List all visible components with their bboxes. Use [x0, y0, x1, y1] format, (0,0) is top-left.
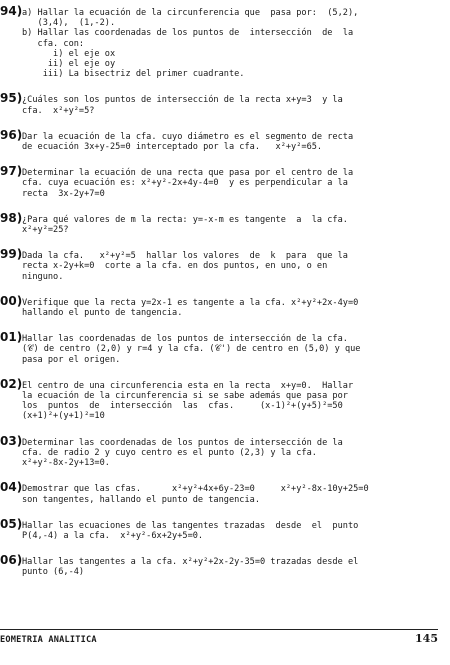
problem-number: 04): [0, 480, 23, 495]
problem-text: [22, 334, 438, 365]
problem-number: 95): [0, 91, 23, 106]
problem-line: recta 3x-2y+7=0: [22, 188, 105, 199]
problem-line: Demostrar que las cfas. x²+y²+4x+6y-23=0 x²+y²-8x-10y+25=0: [22, 484, 369, 495]
problem-number: 98): [0, 210, 23, 225]
problem-text: [22, 484, 438, 504]
problem-line: Dar la ecuación de la cfa. cuyo diámetro es el segmento de recta: [22, 131, 354, 142]
problem-line: ¿Para qué valores de m la recta: y=-x-m es tangente a la cfa.: [22, 214, 348, 225]
problem-line: punto (6,-4): [22, 567, 85, 578]
problem-line: ninguno.: [22, 271, 64, 282]
problem-item: [0, 553, 450, 578]
problem-item: [0, 480, 450, 505]
problem-line: cfa. cuya ecuación es: x²+y²-2x+4y-4=0 y es perpendicular a la: [22, 178, 348, 189]
problem-line: Dada la cfa. x²+y²=5 hallar los valores de k para que la: [22, 251, 348, 262]
problem-text: [22, 95, 438, 115]
problem-item: [0, 516, 450, 541]
problem-item: [0, 4, 450, 80]
problem-line: i) el eje ox: [22, 48, 116, 59]
problem-line: Verifique que la recta y=2x-1 es tangente a la cfa. x²+y²+2x-4y=0: [22, 297, 359, 308]
problem-line: b) Hallar las coordenadas de los puntos de intersección de la: [22, 28, 354, 39]
problem-item: [0, 293, 450, 319]
problem-number: 03): [0, 433, 23, 448]
problem-number: 06): [0, 553, 23, 568]
problem-number: 97): [0, 164, 23, 179]
problem-line: a) Hallar la ecuación de la circunferencia que pasa por: (5,2),: [22, 8, 359, 18]
problem-text: [22, 168, 438, 199]
problem-text: [22, 8, 438, 79]
problem-number: 94): [0, 4, 23, 18]
problem-number: 02): [0, 376, 23, 391]
problem-number: 99): [0, 247, 23, 262]
problem-list: [0, 4, 450, 594]
problem-line: El centro de una circunferencia esta en la recta x+y=0. Hallar: [22, 380, 354, 391]
problem-number: 01): [0, 330, 23, 345]
problem-item: [0, 376, 450, 422]
problem-line: hallando el punto de tangencia.: [22, 308, 183, 319]
problem-number: 00): [0, 293, 23, 308]
problem-line: son tangentes, hallando el punto de tangencia.: [22, 494, 260, 505]
problem-line: Hallar las coordenadas de los puntos de intersección de la cfa.: [22, 334, 348, 345]
problem-line: Hallar las tangentes a la cfa. x²+y²+2x-2y-35=0 trazadas desde el: [22, 557, 359, 568]
problem-line: de ecuación 3x+y-25=0 interceptado por la cfa. x²+y²=65.: [22, 142, 323, 153]
problem-line: (3,4), (1,-2).: [22, 18, 116, 29]
problem-item: [0, 247, 450, 282]
problem-line: la ecuación de la circunferencia si se sabe además que pasa por: [22, 391, 348, 402]
page-number: 145: [415, 631, 438, 645]
problem-text: [22, 132, 438, 152]
problem-line: ¿Cuáles son los puntos de intersección de la recta x+y=3 y la: [22, 95, 343, 106]
problem-text: [22, 298, 438, 318]
problem-item: [0, 210, 450, 236]
problem-line: Determinar la ecuación de una recta que pasa por el centro de la: [22, 168, 354, 179]
problem-number: 96): [0, 127, 23, 142]
problem-line: cfa. con:: [22, 38, 85, 49]
problem-number: 05): [0, 516, 23, 531]
page-footer: [0, 629, 438, 645]
problem-text: [22, 215, 438, 235]
problem-line: los puntos de intersección las cfas. (x-1)²+(y+5)²=50: [22, 401, 343, 412]
problem-line: Hallar las ecuaciones de las tangentes trazadas desde el punto: [22, 520, 359, 531]
problem-item: [0, 330, 450, 365]
problem-line: x²+y²=25?: [22, 225, 69, 236]
problem-line: iii) La bisectriz del primer cuadrante.: [22, 69, 245, 80]
problem-text: [22, 557, 438, 577]
problem-text: [22, 521, 438, 541]
problem-line: pasa por el origen.: [22, 354, 121, 365]
problem-line: ii) el eje oy: [22, 59, 116, 70]
problem-text: [22, 438, 438, 469]
problem-line: x²+y²-8x-2y+13=0.: [22, 458, 110, 469]
running-title: EOMETRIA ANALITICA: [0, 634, 97, 645]
problem-item: [0, 91, 450, 116]
problem-line: cfa. de radio 2 y cuyo centro es el punto (2,3) y la cfa.: [22, 447, 317, 458]
problem-line: recta x-2y+k=0 corte a la cfa. en dos puntos, en uno, o en: [22, 261, 328, 272]
problem-item: [0, 127, 450, 153]
problem-text: [22, 381, 438, 422]
problem-item: [0, 164, 450, 199]
problem-line: (𝒞) de centro (2,0) y r=4 y la cfa. (𝒞') de centro en (5,0) y que: [22, 344, 361, 355]
problem-line: P(4,-4) a la cfa. x²+y²-6x+2y+5=0.: [22, 530, 204, 541]
problem-line: (x+1)²+(y+1)²=10: [22, 411, 105, 422]
problem-text: [22, 251, 438, 282]
problem-line: Determinar las coordenadas de los puntos de intersección de la: [22, 437, 343, 448]
problem-line: cfa. x²+y²=5?: [22, 105, 95, 116]
problem-item: [0, 433, 450, 469]
